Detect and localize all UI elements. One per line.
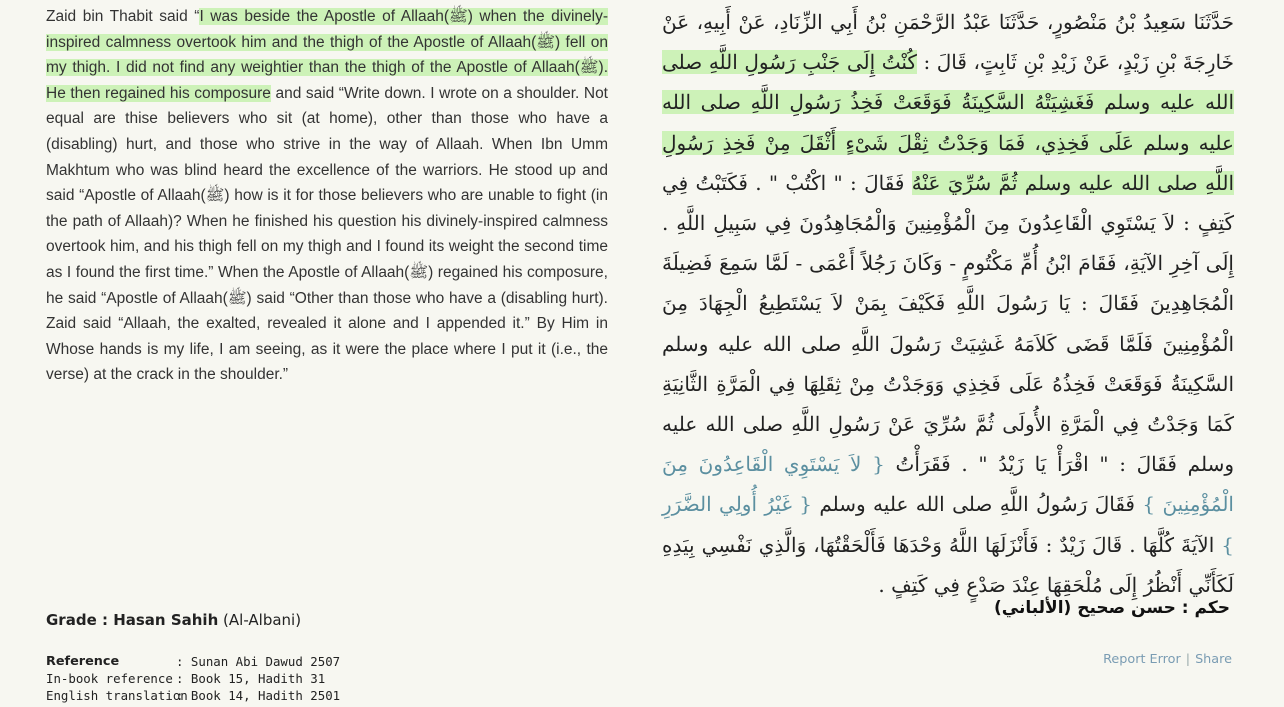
link-separator: | xyxy=(1185,652,1191,667)
ayah-quote-2: { غَيْرُ أُولِي الضَّرَرِ } xyxy=(662,492,1234,557)
grade-ar-value: حسن صحيح xyxy=(1077,598,1176,618)
grade-english xyxy=(46,611,301,629)
arabic-isnad: حَدَّثَنَا سَعِيدُ بْنُ مَنْصُورٍ، حَدَّثَنَا عَبْدُ الرَّحْمَنِ بْنُ أَبِي الزِّنَادِ، عَنْ أَبِيهِ، عَنْ خَارِجَةَ بْنِ زَيْدٍ، عَنْ زَيْدِ بْنِ ثَابِتٍ، قَالَ : xyxy=(662,10,1234,75)
grade-ar-colon: : xyxy=(1175,598,1195,618)
reference-row xyxy=(46,653,340,670)
arabic-text-end: الآيَةَ كُلَّهَا . قَالَ زَيْدٌ : فَأَنْزَلَهَا اللَّهُ وَحْدَهَا فَأَلْحَقْتُهَا، وَالَّذِي نَفْسِي بِيَدِهِ لَكَأَنِّي أَنْظُرُ إِلَى مُلْحَقِهَا عِنْدَ صَدْعٍ فِي كَتِفٍ . xyxy=(662,532,1234,597)
grade-ar-label: حكم xyxy=(1194,598,1230,618)
inbook-reference-key: In-book reference xyxy=(46,671,173,686)
english-text-intro: Zaid bin Thabit said “ xyxy=(46,8,200,25)
action-links xyxy=(1103,652,1232,667)
report-error-link[interactable]: Report Error xyxy=(1103,652,1181,667)
english-text-rest: and said “Write down. I wrote on a shoulder. Not equal are thise believers who sit (at home), other than those who have a (disabling) hurt, and those who strive in the way of Allaah. When Ibn Umm Makhtum who was blind heard the excellence of the warriors. He stood up and said “Apostle of Allaah(ﷺ) how is it for those believers who are unable to fight (in the path of Allaah)? When he finished his question his divinely-inspired calmness overtook him, and his thigh fell on my thigh and I found its weight the second time as I found the first time.” When the Apostle of Allaah(ﷺ) regained his composure, he said “Apostle of Allaah(ﷺ) said “Other than those who have a (disabling hurt). Zaid said “Allaah, the exalted, revealed it alone and I appended it.” By Him in Whose hands is my life, I am seeing, as it were the place where I put it (i.e., the verse) at the crack in the shoulder.” xyxy=(46,84,608,384)
grade-arabic xyxy=(994,598,1230,618)
inbook-reference-row xyxy=(46,670,340,687)
share-link[interactable]: Share xyxy=(1195,652,1232,667)
ayah-quote-1: { لاَ يَسْتَوِي الْقَاعِدُونَ مِنَ الْمُؤْمِنِينَ } xyxy=(662,452,1234,517)
reference-value: : Sunan Abi Dawud 2507 xyxy=(176,654,341,669)
grade-source: (Al-Albani) xyxy=(218,611,302,629)
reference-key: Reference xyxy=(46,654,120,669)
grade-label: Grade xyxy=(46,611,97,629)
english-translation-row xyxy=(46,687,340,704)
reference-table xyxy=(46,653,340,704)
arabic-text xyxy=(662,2,1234,605)
arabic-text-mid: فَقَالَ رَسُولُ اللَّهِ صلى الله عليه وسلم xyxy=(812,492,1143,517)
arabic-text-body: فَقَالَ : " اكْتُبْ " . فَكَتَبْتُ فِي كَتِفٍ : لاَ يَسْتَوِي الْقَاعِدُونَ مِنَ الْمُؤْمِنِينَ وَالْمُجَاهِدُونَ فِي سَبِيلِ اللَّهِ . إِلَى آخِرِ الآيَةِ، فَقَامَ ابْنُ أُمِّ مَكْتُومٍ - وَكَانَ رَجُلاً أَعْمَى - لَمَّا سَمِعَ فَضِيلَةَ الْمُجَاهِدِينَ فَقَالَ : يَا رَسُولَ اللَّهِ فَكَيْفَ بِمَنْ لاَ يَسْتَطِيعُ الْجِهَادَ مِنَ الْمُؤْمِنِينَ فَلَمَّا قَضَى كَلاَمَهُ غَشِيَتْ رَسُولَ اللَّهِ صلى الله عليه وسلم السَّكِينَةُ فَوَقَعَتْ فَخِذُهُ عَلَى فَخِذِي وَوَجَدْتُ مِنْ ثِقَلِهَا فِي الْمَرَّةِ الثَّانِيَةِ كَمَا وَجَدْتُ فِي الْمَرَّةِ الأُولَى ثُمَّ سُرِّيَ عَنْ رَسُولِ اللَّهِ صلى الله عليه وسلم فَقَالَ : " اقْرَأْ يَا زَيْدُ " . فَقَرَأْتُ xyxy=(662,170,1234,477)
arabic-highlighted-text: كُنْتُ إِلَى جَنْبِ رَسُولِ اللَّهِ صلى الله عليه وسلم فَغَشِيَتْهُ السَّكِينَةُ فَوَقَعَتْ فَخِذُ رَسُولِ اللَّهِ صلى الله عليه وسلم عَلَى فَخِذِي، فَمَا وَجَدْتُ ثِقْلَ شَىْءٍ أَثْقَلَ مِنْ فَخِذِ رَسُولِ اللَّهِ صلى الله عليه وسلم ثُمَّ سُرِّيَ عَنْهُ xyxy=(662,50,1234,195)
english-translation-key: English translation xyxy=(46,688,188,703)
english-translation xyxy=(46,4,608,388)
english-translation-value: : Book 14, Hadith 2501 xyxy=(176,688,341,703)
grade-colon: : xyxy=(96,611,114,629)
english-highlighted-text: I was beside the Apostle of Allaah(ﷺ) when the divinely-inspired calmness overtook him and the thigh of the Apostle of Allaah(ﷺ) fell on my thigh. I did not find any weightier than the thigh of the Apostle of Allaah(ﷺ). He then regained his composure xyxy=(46,8,608,102)
grade-value: Hasan Sahih xyxy=(113,611,219,629)
grade-ar-source: (الألباني) xyxy=(994,598,1078,618)
inbook-reference-value: : Book 15, Hadith 31 xyxy=(176,671,326,686)
